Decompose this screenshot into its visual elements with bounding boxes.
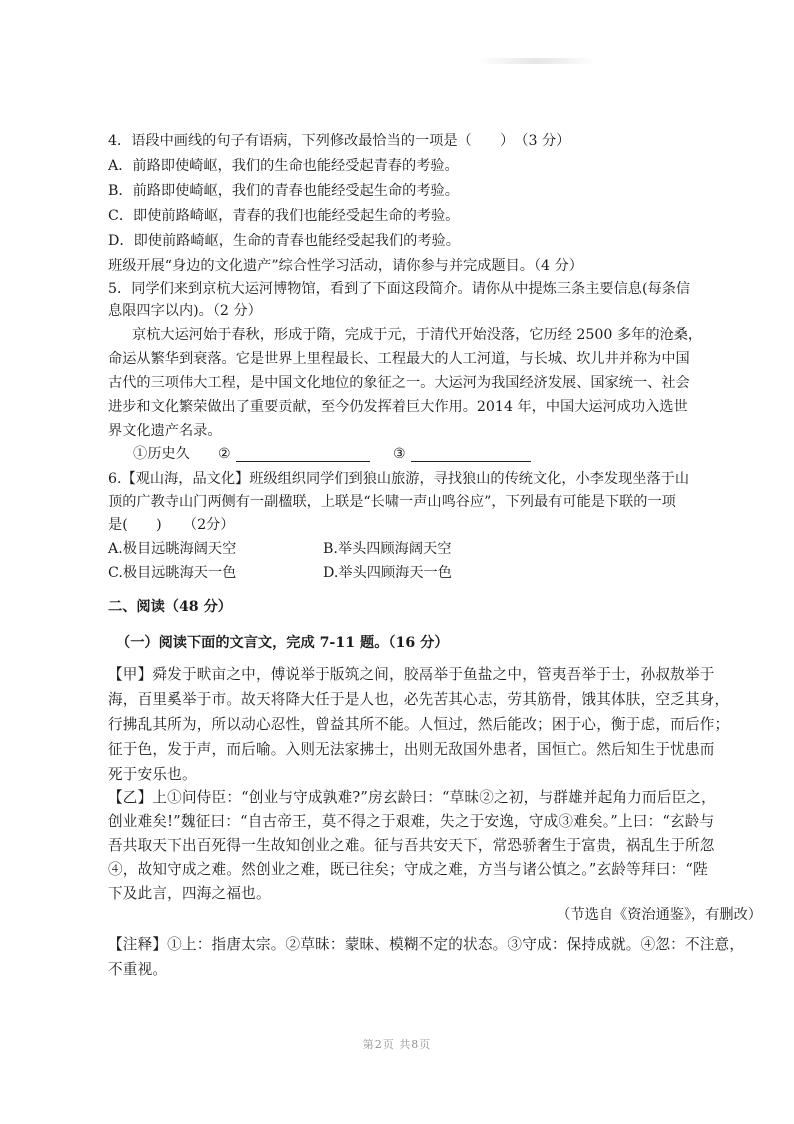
q5-blank-3-line[interactable]	[411, 447, 531, 462]
q5-stem-line-1: 5．同学们来到京杭大运河博物馆，看到了下面这段简介。请你从中提炼三条主要信息(每条信	[108, 281, 691, 297]
subsection-1-title: （一）阅读下面的文言文，完成 7-11 题。（16 分）	[116, 635, 449, 651]
q5-blank-1: ①历史久	[133, 446, 190, 462]
yi-line-5: 下及此言，四海之福也。	[108, 885, 271, 902]
notes-line-2: 不重视。	[108, 961, 168, 978]
yi-line-2: 创业难矣!”魏征曰：“自古帝王，莫不得之于艰难，失之于安逸，守成③难矣。”上曰：“玄龄与	[108, 813, 715, 830]
q5-passage-line-3: 古代的三项伟大工程，是中国文化地位的象征之一。大运河为我国经济发展、国家统一、社会	[108, 375, 690, 391]
q6-stem-line-3: 是( ) （2分）	[108, 517, 235, 533]
section-2-title: 二、阅读（48 分）	[108, 599, 232, 615]
jia-line-1: 【甲】舜发于畎亩之中，傅说举于版筑之间，胶鬲举于鱼盐之中，管夷吾举于士，孙叔敖举于	[108, 666, 715, 683]
q5-passage-line-5: 界文化遗产名录。	[108, 423, 222, 439]
yi-line-1: 【乙】上①问侍臣：“创业与守成孰难?”房玄龄曰：“草昧②之初，与群雄并起角力而后臣之，	[108, 789, 716, 806]
q6-stem-line-1: 6.【观山海，品文化】班级组织同学们到狼山旅游，寻找狼山的传统文化，小李发现坐落于山	[108, 471, 690, 487]
scan-smudge	[478, 58, 596, 64]
activity-intro: 班级开展“身边的文化遗产”综合性学习活动，请你参与并完成题目。（4 分）	[108, 258, 583, 274]
jia-line-3: 行拂乱其所为，所以动心忍性，曾益其所不能。人恒过，然后能改；困于心，衡于虑，而后作；	[108, 716, 730, 733]
yi-line-3: 吾共取天下出百死得一生故知创业之难。征与吾共安天下，常恐骄奢生于富贵，祸乱生于所忽	[108, 837, 715, 854]
jia-line-4: 征于色，发于声，而后喻。入则无法家拂士，出则无敌国外患者，国恒亡。然后知生于忧患而	[108, 741, 715, 758]
q6-option-b: B.举头四顾海阔天空	[323, 541, 452, 557]
q5-blank-3-label: ③	[393, 446, 406, 462]
jia-line-2: 海，百里奚举于市。故天将降大任于是人也，必先苦其心志，劳其筋骨，饿其体肤，空乏其身，	[108, 691, 730, 708]
q5-blank-2-line[interactable]	[236, 447, 370, 462]
q4-option-c: C．即使前路崎岖，青春的我们也能经受起生命的考验。	[108, 208, 460, 224]
jia-line-5: 死于安乐也。	[108, 766, 197, 783]
q6-option-c: C.极目远眺海天一色	[108, 565, 237, 581]
q4-option-a: A．前路即使崎岖，我们的生命也能经受起青春的考验。	[108, 158, 459, 174]
q6-option-d: D.举头四顾海天一色	[323, 565, 452, 581]
source-citation: （节选自《资治通鉴》，有删改）	[556, 907, 762, 923]
q4-option-b: B．前路即使崎岖，我们的青春也能经受起生命的考验。	[108, 183, 459, 199]
page-footer: 第2页 共8页	[362, 1038, 432, 1051]
q5-passage-line-1: 京杭大运河始于春秋，形成于隋，完成于元，于清代开始没落，它历经 2500 多年的沧桑，	[132, 327, 703, 343]
q6-stem-line-2: 顶的广教寺山门两侧有一副楹联，上联是“长啸一声山鸣谷应”，下列最有可能是下联的一项	[108, 494, 676, 510]
q5-passage-line-4: 进步和文化繁荣做出了重要贡献，至今仍发挥着巨大作用。2014 年，中国大运河成功入选世	[108, 399, 688, 415]
q4-option-d: D．即使前路崎岖，生命的青春也能经受起我们的考验。	[108, 233, 460, 249]
q5-passage-line-2: 命运从繁华到衰落。它是世界上里程最长、工程最大的人工河道，与长城、坎儿井并称为中国	[108, 351, 690, 367]
q5-blank-2-label: ②	[218, 446, 231, 462]
q4-stem: 4．语段中画线的句子有语病，下列修改最恰当的一项是（ ） （3 分）	[108, 133, 571, 149]
q5-stem-line-2: 息限四字以内)。（2 分）	[108, 303, 262, 319]
notes-line-1: 【注释】①上：指唐太宗。②草昧：蒙昧、模糊不定的状态。③守成：保持成就。④忽：不注意，	[108, 936, 745, 953]
yi-line-4: ④，故知守成之难。然创业之难，既已往矣；守成之难，方当与诸公慎之。”玄龄等拜曰：“陛	[108, 861, 708, 878]
q6-option-a: A.极目远眺海阔天空	[108, 541, 237, 557]
